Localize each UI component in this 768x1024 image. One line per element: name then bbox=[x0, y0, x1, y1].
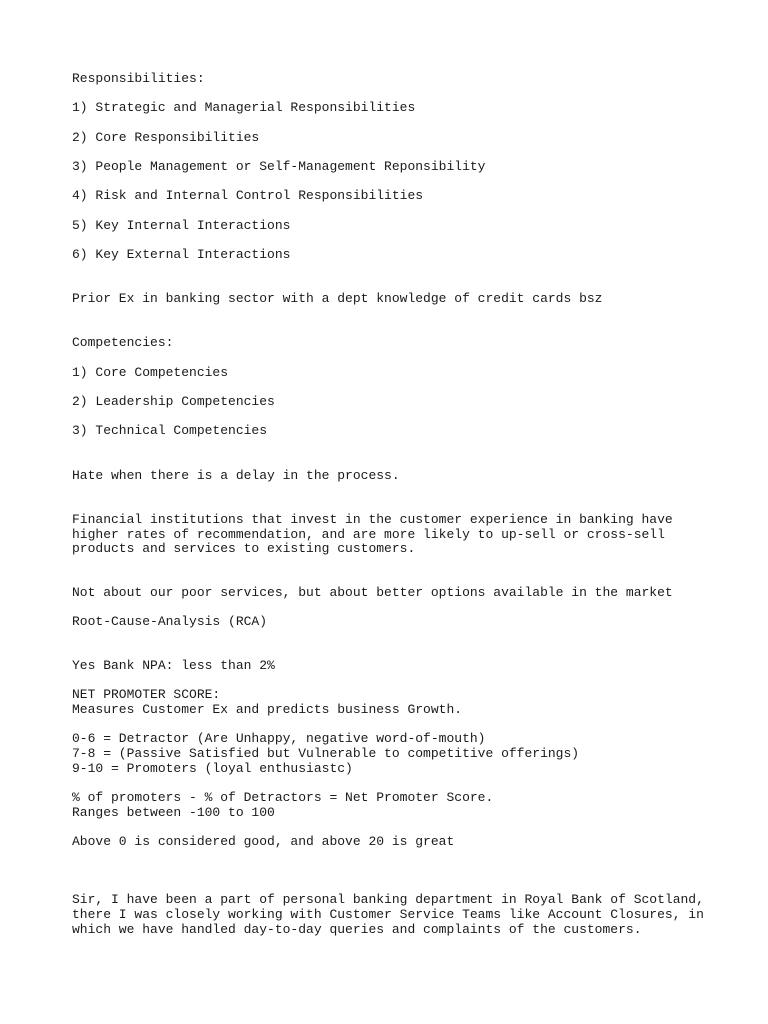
nps-scale-line: 7-8 = (Passive Satisfied but Vulnerable to competitive offerings) bbox=[72, 746, 580, 761]
nps-scale-line: 9-10 = Promoters (loyal enthusiastc) bbox=[72, 761, 353, 776]
nps-description: Measures Customer Ex and predicts business Growth. bbox=[72, 702, 463, 717]
responsibility-item: 6) Key External Interactions bbox=[72, 247, 291, 262]
rca-text: Root-Cause-Analysis (RCA) bbox=[72, 614, 268, 629]
competencies-heading: Competencies: bbox=[72, 335, 174, 350]
responsibility-item: 2) Core Responsibilities bbox=[72, 130, 260, 145]
nps-formula: % of promoters - % of Detractors = Net Promoter Score. bbox=[72, 790, 494, 805]
competency-item: 2) Leadership Competencies bbox=[72, 394, 275, 409]
prior-experience-text: Prior Ex in banking sector with a dept knowledge of credit cards bsz bbox=[72, 291, 603, 306]
delay-note: Hate when there is a delay in the process. bbox=[72, 468, 400, 483]
competency-item: 1) Core Competencies bbox=[72, 365, 229, 380]
responsibility-item: 5) Key Internal Interactions bbox=[72, 218, 291, 233]
financial-paragraph-line: Financial institutions that invest in the customer experience in banking have bbox=[72, 512, 673, 527]
financial-paragraph-line: products and services to existing customers. bbox=[72, 541, 416, 556]
competency-item: 3) Technical Competencies bbox=[72, 423, 268, 438]
rbs-paragraph-line: there I was closely working with Customer Service Teams like Account Closures, in bbox=[72, 907, 704, 922]
financial-paragraph-line: higher rates of recommendation, and are more likely to up-sell or cross-sell bbox=[72, 527, 665, 542]
nps-threshold: Above 0 is considered good, and above 20 is great bbox=[72, 834, 455, 849]
npa-text: Yes Bank NPA: less than 2% bbox=[72, 658, 275, 673]
responsibility-item: 4) Risk and Internal Control Responsibilities bbox=[72, 188, 424, 203]
nps-heading: NET PROMOTER SCORE: bbox=[72, 687, 221, 702]
responsibilities-heading: Responsibilities: bbox=[72, 71, 205, 86]
responsibility-item: 1) Strategic and Managerial Responsibilities bbox=[72, 100, 416, 115]
nps-range: Ranges between -100 to 100 bbox=[72, 805, 275, 820]
nps-scale-line: 0-6 = Detractor (Are Unhappy, negative word-of-mouth) bbox=[72, 731, 486, 746]
rbs-paragraph-line: which we have handled day-to-day queries and complaints of the customers. bbox=[72, 922, 642, 937]
responsibility-item: 3) People Management or Self-Management Reponsibility bbox=[72, 159, 486, 174]
rbs-paragraph-line: Sir, I have been a part of personal banking department in Royal Bank of Scotland, bbox=[72, 892, 704, 907]
options-note: Not about our poor services, but about better options available in the market bbox=[72, 585, 673, 600]
